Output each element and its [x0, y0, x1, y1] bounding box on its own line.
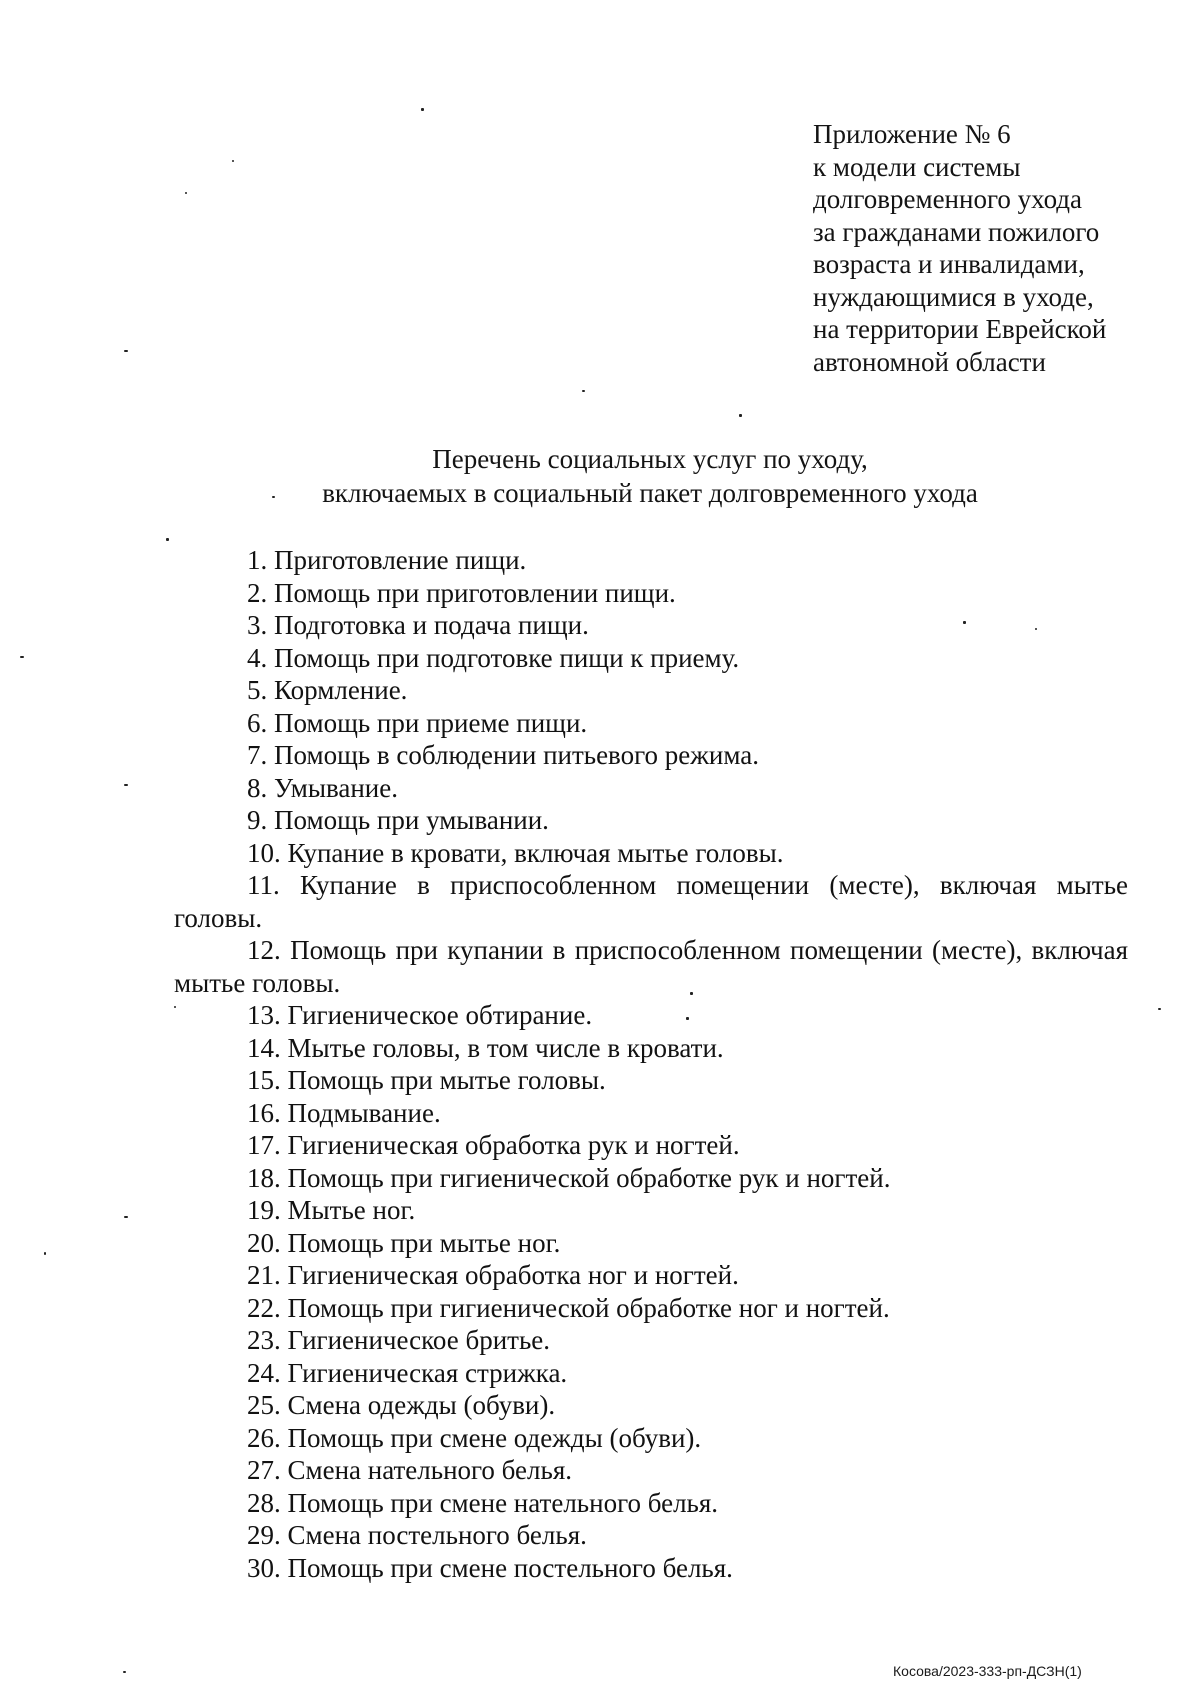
list-item: 26. Помощь при смене одежды (обуви).	[247, 1422, 702, 1453]
list-item: 10. Купание в кровати, включая мытье головы.	[247, 837, 784, 868]
list-item: 12. Помощь при купании в приспособленном помещении (месте), включая мытье головы.	[174, 935, 1128, 998]
list-item: 4. Помощь при подготовке пищи к приему.	[247, 642, 740, 673]
scan-speck	[166, 538, 169, 541]
scan-speck	[272, 496, 275, 498]
appendix-header	[813, 118, 1173, 378]
scan-speck	[44, 1252, 46, 1255]
scan-speck	[124, 350, 128, 352]
list-item: 14. Мытье головы, в том числе в кровати.	[247, 1032, 724, 1063]
scan-speck	[582, 390, 585, 392]
scan-speck	[232, 160, 234, 162]
list-item: 22. Помощь при гигиенической обработке ног и ногтей.	[247, 1292, 890, 1323]
list-item: 13. Гигиеническое обтирание.	[247, 1000, 593, 1030]
appendix-line: возраста и инвалидами,	[813, 249, 1085, 279]
list-item: 17. Гигиеническая обработка рук и ногтей.	[247, 1130, 740, 1160]
list-item: 11. Купание в приспособленном помещении (месте), включая мытье головы.	[174, 870, 1128, 933]
scan-speck	[174, 1006, 176, 1008]
list-item: 9. Помощь при умывании.	[247, 805, 549, 835]
list-item: 29. Смена постельного белья.	[247, 1520, 587, 1550]
list-item: 23. Гигиеническое бритье.	[247, 1325, 550, 1355]
scan-speck	[690, 992, 693, 995]
list-item: 25. Смена одежды (обуви).	[247, 1390, 556, 1420]
scan-speck	[124, 1216, 128, 1218]
list-item: 1. Приготовление пищи.	[247, 545, 527, 575]
scan-speck	[686, 1017, 689, 1020]
appendix-line: за гражданами пожилого	[813, 216, 1100, 247]
list-item: 15. Помощь при мытье головы.	[247, 1065, 606, 1095]
services-list	[174, 544, 1128, 1584]
list-item: 8. Умывание.	[247, 772, 398, 803]
scan-speck	[1035, 628, 1037, 630]
document-title-line-2: включаемых в социальный пакет долговременного ухода	[322, 478, 978, 508]
list-item: 20. Помощь при мытье ног.	[247, 1227, 561, 1258]
scan-speck	[421, 108, 424, 111]
scan-speck	[124, 784, 128, 786]
list-item: 30. Помощь при смене постельного белья.	[247, 1552, 733, 1583]
list-item: 3. Подготовка и подача пищи.	[247, 610, 589, 640]
appendix-line: автономной области	[813, 346, 1046, 377]
list-item: 18. Помощь при гигиенической обработке рук и ногтей.	[247, 1162, 891, 1193]
list-item: 2. Помощь при приготовлении пищи.	[247, 577, 676, 608]
document-code-footer: Косова/2023-333-рп-ДСЗН(1)	[893, 1663, 1082, 1679]
list-item: 24. Гигиеническая стрижка.	[247, 1357, 568, 1388]
appendix-line: долговременного ухода	[813, 184, 1083, 214]
appendix-line: нуждающимися в уходе,	[813, 281, 1094, 312]
list-item: 28. Помощь при смене нательного белья.	[247, 1487, 719, 1518]
list-item: 27. Смена нательного белья.	[247, 1455, 572, 1485]
scan-speck	[963, 621, 966, 624]
appendix-line: к модели системы	[813, 151, 1021, 182]
scan-speck	[739, 414, 742, 417]
appendix-line: Приложение № 6	[813, 119, 1011, 149]
list-item: 19. Мытье ног.	[247, 1195, 416, 1225]
scan-speck	[185, 192, 187, 194]
scan-speck	[20, 656, 24, 658]
document-title-line-1: Перечень социальных услуг по уходу,	[432, 444, 868, 474]
list-item: 7. Помощь в соблюдении питьевого режима.	[247, 740, 759, 770]
scan-speck	[1158, 1008, 1161, 1010]
scan-speck	[123, 1671, 126, 1673]
list-item: 5. Кормление.	[247, 675, 408, 705]
list-item: 21. Гигиеническая обработка ног и ногтей.	[247, 1260, 739, 1290]
list-item: 6. Помощь при приеме пищи.	[247, 707, 588, 738]
list-item: 16. Подмывание.	[247, 1097, 441, 1128]
appendix-line: на территории Еврейской	[813, 314, 1107, 344]
